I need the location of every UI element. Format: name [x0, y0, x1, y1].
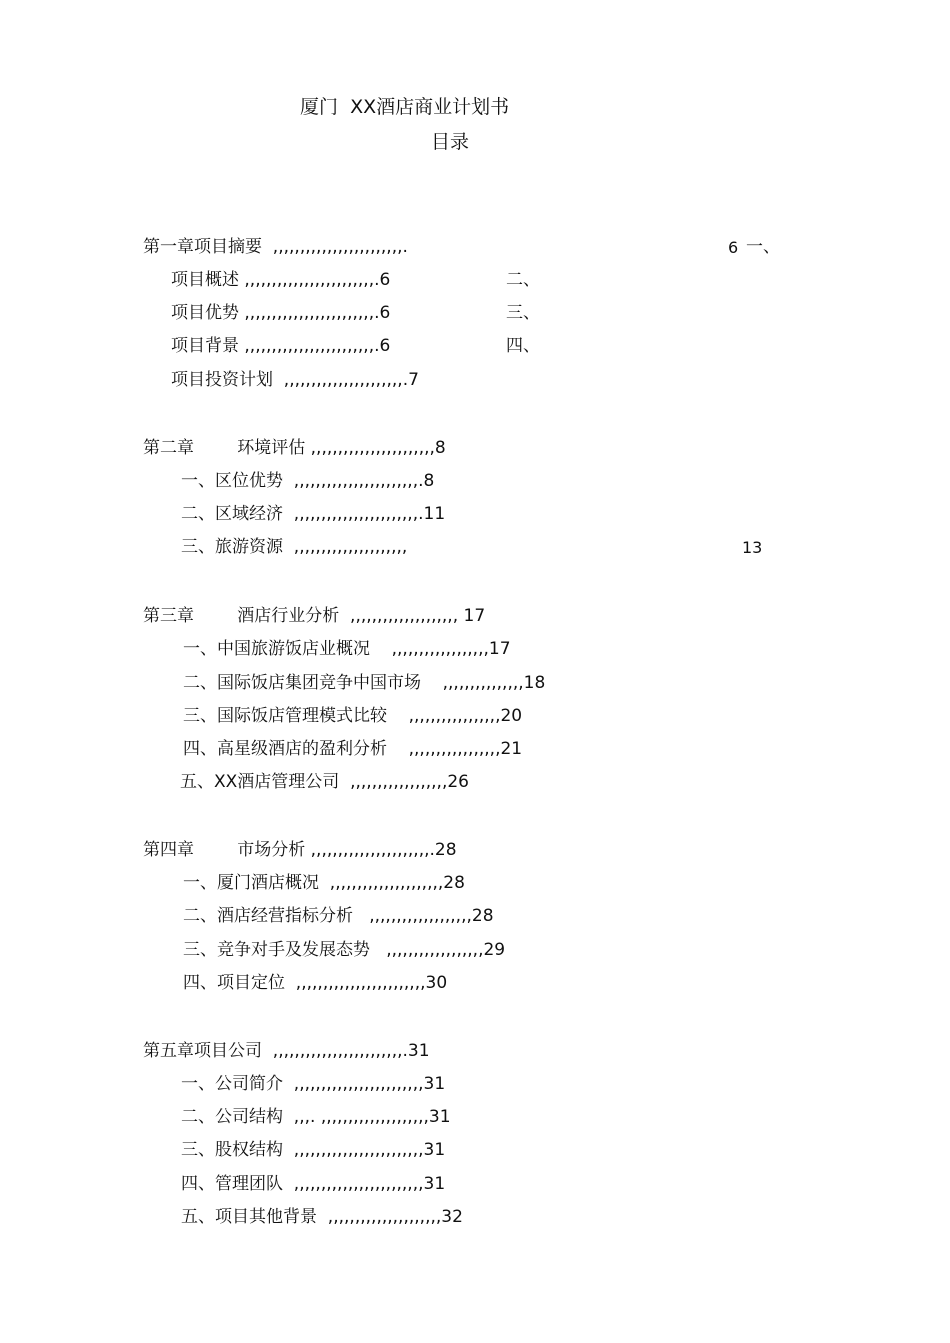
toc-entry[interactable]: 项目投资计划 ,,,,,,,,,,,,,,,,,,,,,,.7 — [171, 370, 419, 390]
toc-entry[interactable]: 三、国际饭店管理模式比较 ,,,,,,,,,,,,,,,,,20 — [183, 706, 523, 726]
toc-entry[interactable]: 三、股权结构 ,,,,,,,,,,,,,,,,,,,,,,,,31 — [181, 1140, 446, 1160]
toc-chapter-1-page: 6 — [728, 238, 739, 257]
toc-entry[interactable]: 四、管理团队 ,,,,,,,,,,,,,,,,,,,,,,,,31 — [181, 1174, 446, 1194]
toc-chapter-3[interactable]: 第三章 酒店行业分析 ,,,,,,,,,,,,,,,,,,,, 17 — [143, 606, 486, 626]
toc-entry[interactable]: 二、酒店经营指标分析 ,,,,,,,,,,,,,,,,,,,28 — [183, 906, 494, 926]
toc-entry[interactable]: 项目概述 ,,,,,,,,,,,,,,,,,,,,,,,,.6 — [171, 270, 391, 290]
toc-entry-page: 13 — [742, 538, 763, 557]
toc-marker: 一、 — [746, 237, 780, 257]
toc-marker: 二、 — [506, 270, 540, 290]
toc-entry[interactable]: 二、国际饭店集团竞争中国市场 ,,,,,,,,,,,,,,,18 — [183, 673, 546, 693]
document-title: 厦门 XX酒店商业计划书 — [300, 96, 510, 118]
toc-entry[interactable]: 三、竞争对手及发展态势 ,,,,,,,,,,,,,,,,,,29 — [183, 940, 506, 960]
toc-entry[interactable]: 五、项目其他背景 ,,,,,,,,,,,,,,,,,,,,,32 — [181, 1207, 463, 1227]
toc-heading: 目录 — [431, 131, 470, 153]
toc-chapter-2[interactable]: 第二章 环境评估 ,,,,,,,,,,,,,,,,,,,,,,,8 — [143, 438, 446, 458]
toc-entry[interactable]: 一、区位优势 ,,,,,,,,,,,,,,,,,,,,,,,.8 — [181, 471, 435, 491]
toc-entry[interactable]: 二、区域经济 ,,,,,,,,,,,,,,,,,,,,,,,.11 — [181, 504, 446, 524]
toc-entry[interactable]: 五、XX酒店管理公司 ,,,,,,,,,,,,,,,,,,26 — [180, 772, 469, 792]
toc-entry[interactable]: 项目背景 ,,,,,,,,,,,,,,,,,,,,,,,,.6 — [171, 336, 391, 356]
toc-chapter-5[interactable]: 第五章项目公司 ,,,,,,,,,,,,,,,,,,,,,,,,.31 — [143, 1041, 430, 1061]
toc-entry[interactable]: 项目优势 ,,,,,,,,,,,,,,,,,,,,,,,,.6 — [171, 303, 391, 323]
toc-entry[interactable]: 一、中国旅游饭店业概况 ,,,,,,,,,,,,,,,,,,17 — [183, 639, 511, 659]
toc-entry[interactable]: 三、旅游资源 ,,,,,,,,,,,,,,,,,,,,, — [181, 537, 408, 557]
toc-marker: 四、 — [506, 336, 540, 356]
toc-entry[interactable]: 四、项目定位 ,,,,,,,,,,,,,,,,,,,,,,,,30 — [183, 973, 448, 993]
toc-chapter-4[interactable]: 第四章 市场分析 ,,,,,,,,,,,,,,,,,,,,,,.28 — [143, 840, 457, 860]
toc-entry[interactable]: 一、厦门酒店概况 ,,,,,,,,,,,,,,,,,,,,,28 — [183, 873, 465, 893]
toc-entry[interactable]: 二、公司结构 ,,,. ,,,,,,,,,,,,,,,,,,,,31 — [181, 1107, 451, 1127]
toc-marker: 三、 — [506, 303, 540, 323]
toc-entry[interactable]: 四、高星级酒店的盈利分析 ,,,,,,,,,,,,,,,,,21 — [183, 739, 523, 759]
toc-chapter-1[interactable]: 第一章项目摘要 ,,,,,,,,,,,,,,,,,,,,,,,,. — [143, 237, 408, 257]
toc-entry[interactable]: 一、公司简介 ,,,,,,,,,,,,,,,,,,,,,,,,31 — [181, 1074, 446, 1094]
